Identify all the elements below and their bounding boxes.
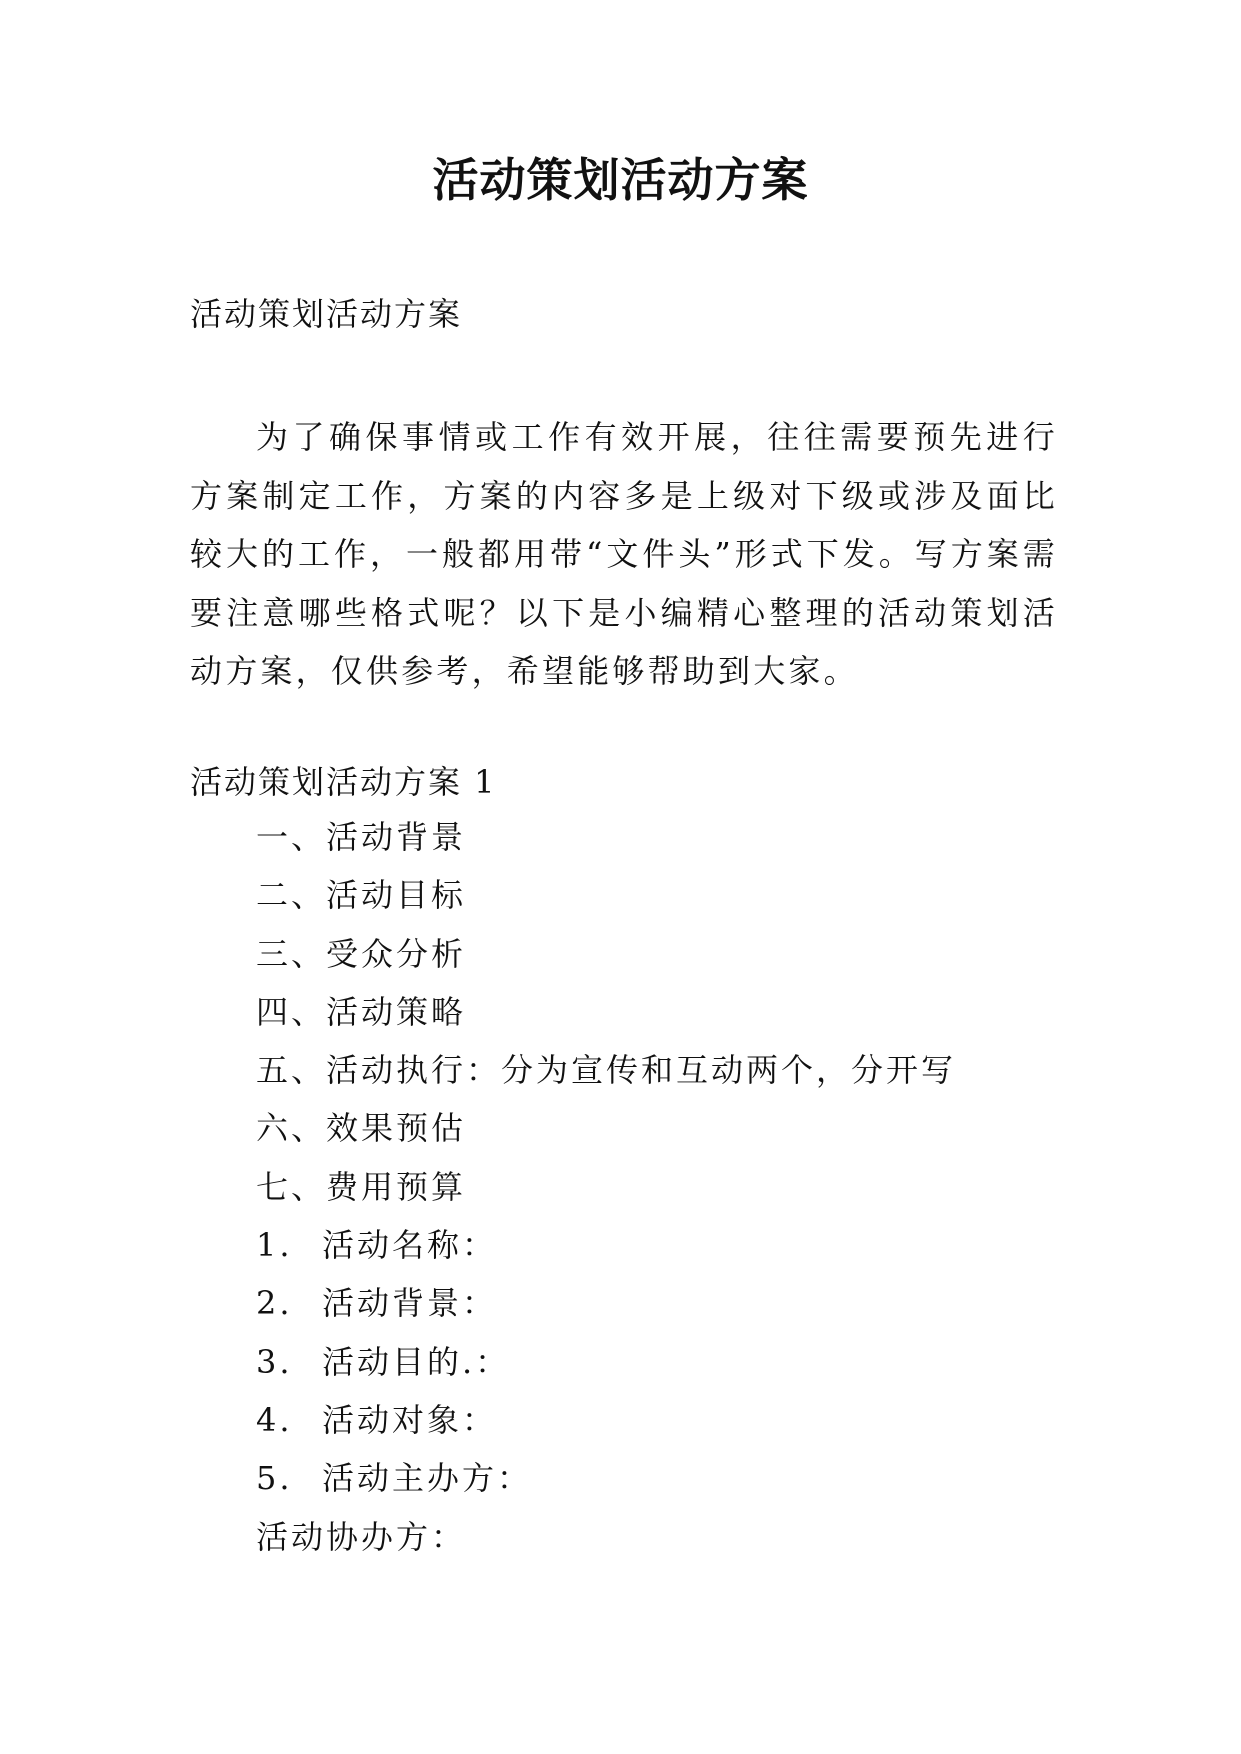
item-text: 活动主办方： [322, 1459, 533, 1498]
item-text: 活动目的.： [322, 1342, 511, 1381]
item-number: 3. [256, 1342, 293, 1381]
section-heading: 活动策划活动方案 1 [190, 763, 497, 801]
item-number: 5. [256, 1459, 293, 1498]
item-text: 活动背景： [322, 1284, 498, 1323]
item-text: 活动对象： [322, 1400, 498, 1439]
outline-item: 六、效果预估 [256, 1109, 467, 1148]
numbered-item [256, 1398, 956, 1456]
final-line: 活动协办方： [256, 1517, 467, 1556]
numbered-item [256, 1340, 956, 1398]
outline-list [256, 815, 956, 1573]
outline-item: 三、受众分析 [256, 934, 467, 973]
numbered-item [256, 1281, 956, 1339]
outline-item: 二、活动目标 [256, 876, 467, 915]
item-number: 2. [256, 1284, 293, 1323]
item-number: 4. [256, 1400, 293, 1439]
item-text: 活动名称： [322, 1226, 498, 1265]
intro-paragraph: 为了确保事情或工作有效开展，往往需要预先进行方案制定工作，方案的内容多是上级对下级或涉及面比较大的工作，一般都用带“文件头”形式下发。写方案需要注意哪些格式呢？以下是小编精心整理的活动策划活动方案，仅供参考，希望能够帮助到大家。 [190, 418, 1058, 690]
outline-item: 七、费用预算 [256, 1167, 467, 1206]
item-number: 1. [256, 1226, 293, 1265]
outline-item: 五、活动执行：分为宣传和互动两个，分开写 [256, 1051, 957, 1090]
outline-item: 一、活动背景 [256, 818, 467, 856]
document-subtitle: 活动策划活动方案 [190, 295, 463, 333]
numbered-item [256, 1456, 956, 1514]
numbered-item [256, 1223, 956, 1281]
outline-item: 四、活动策略 [256, 992, 467, 1031]
document-title: 活动策划活动方案 [432, 153, 809, 207]
